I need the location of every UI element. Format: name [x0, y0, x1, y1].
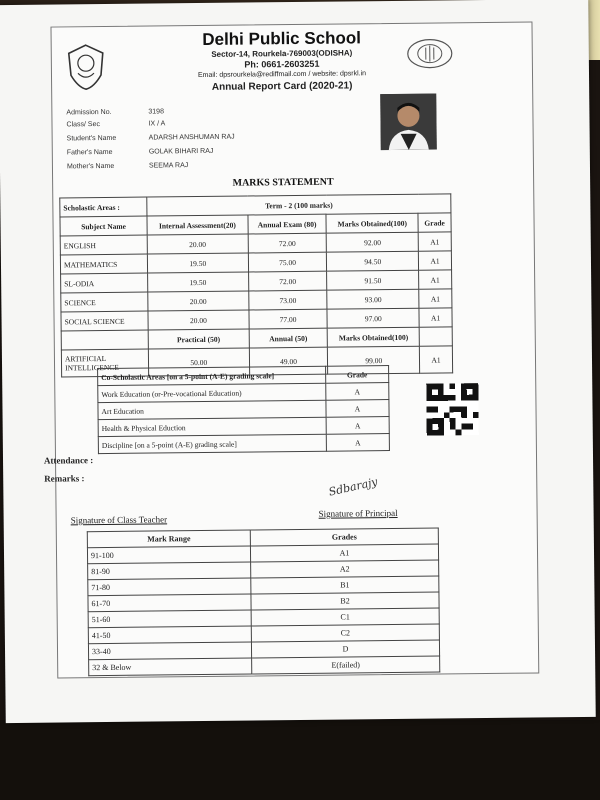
- principal-signature-label: Signature of Principal: [318, 507, 398, 519]
- col-header: Marks Obtained(100): [326, 213, 418, 233]
- internal-marks: 20.00: [148, 310, 249, 330]
- grade: C1: [251, 608, 439, 626]
- student-name-value: ADARSH ANSHUMAN RAJ: [148, 133, 235, 142]
- total-marks: 97.00: [327, 308, 419, 328]
- grade: A1: [418, 232, 451, 251]
- student-photo: [380, 94, 437, 151]
- grade: A1: [418, 251, 451, 270]
- field-label: Class/ Sec: [66, 121, 101, 129]
- col-header: Grade: [326, 366, 389, 384]
- table-row: [89, 656, 440, 676]
- subject-name: MATHEMATICS: [60, 254, 147, 274]
- practical-marks: 50.00: [148, 348, 249, 376]
- subject-name: SOCIAL SCIENCE: [61, 311, 148, 331]
- remarks-label: Remarks :: [44, 473, 85, 484]
- field-label: Mother's Name: [66, 162, 115, 171]
- mark-range: 61-70: [88, 594, 251, 612]
- field-label: Student's Name: [66, 134, 117, 143]
- field-label: Admission No.: [66, 108, 112, 117]
- area-name: Discipline [on a 5-point (A-E) grading scale]: [98, 434, 326, 453]
- student-name-row: [67, 134, 235, 143]
- grade: A1: [419, 308, 452, 327]
- mark-range: 51-60: [88, 610, 251, 628]
- grade: A1: [419, 289, 452, 308]
- total-marks: 93.00: [327, 289, 419, 309]
- subject-name: SL-ODIA: [61, 273, 148, 293]
- total-marks: 92.00: [327, 232, 419, 252]
- report-title: Annual Report Card (2020-21): [211, 80, 353, 93]
- grade: D: [251, 640, 439, 658]
- area-name: Art Education: [98, 400, 326, 419]
- grade: B2: [251, 592, 439, 610]
- attendance-label: Attendance :: [43, 455, 94, 466]
- principal-signature: Sdbarajy: [327, 475, 379, 499]
- area-name: Work Education (or-Pre-vocational Education): [98, 383, 326, 402]
- internal-marks: 19.50: [147, 253, 248, 273]
- annual-marks: 72.00: [248, 233, 327, 253]
- col-header: Marks Obtained(100): [328, 327, 420, 347]
- grade: A1: [419, 346, 452, 373]
- grade: A: [326, 383, 389, 401]
- admission-no-row: [66, 108, 164, 116]
- total-marks: 91.50: [327, 270, 419, 290]
- internal-marks: 20.00: [148, 291, 249, 311]
- term-label: Term - 2 (100 marks): [147, 194, 451, 216]
- empty-cell: [61, 330, 148, 350]
- col-header: Subject Name: [60, 216, 147, 236]
- annual-marks: 72.00: [248, 271, 327, 291]
- grading-scale-table: [87, 528, 440, 677]
- mother-name-value: SEEMA RAJ: [148, 162, 189, 170]
- school-logo-icon: [66, 43, 107, 91]
- grade: A: [326, 400, 389, 418]
- col-header: Mark Range: [87, 530, 250, 548]
- table-row: [98, 434, 389, 454]
- internal-marks: 19.50: [148, 272, 249, 292]
- scholastic-label: Scholastic Areas :: [60, 197, 147, 217]
- annual-marks: 49.00: [249, 347, 328, 375]
- marks-statement-heading: MARKS STATEMENT: [232, 176, 334, 189]
- empty-cell: [419, 327, 452, 346]
- grade: A: [326, 417, 389, 435]
- school-address: Sector-14, Rourkela-769003(ODISHA): [211, 48, 353, 59]
- background-bottom: [0, 720, 600, 800]
- admission-no-value: 3198: [148, 108, 164, 116]
- annual-marks: 75.00: [248, 252, 327, 272]
- total-marks: 99.00: [328, 346, 420, 374]
- father-name-row: [67, 148, 214, 157]
- mark-range: 81-90: [88, 562, 251, 580]
- area-name: Health & Physical Eduction: [98, 417, 326, 436]
- subject-name: SCIENCE: [61, 292, 148, 312]
- school-phone: Ph: 0661-2603251: [244, 58, 320, 70]
- subject-name: ENGLISH: [60, 235, 147, 255]
- col-header: Grade: [418, 213, 451, 232]
- grade: A1: [250, 544, 438, 562]
- mother-name-row: [67, 162, 188, 170]
- board-seal-icon: [404, 31, 457, 82]
- class-sec-row: [66, 120, 165, 128]
- field-label: Father's Name: [66, 148, 113, 157]
- grade: E(failed): [252, 656, 440, 674]
- col-header: Grades: [250, 528, 438, 546]
- total-marks: 94.50: [327, 251, 419, 271]
- school-name: Delhi Public School: [202, 28, 362, 49]
- mark-range: 32 & Below: [89, 658, 252, 676]
- grade: A1: [419, 270, 452, 289]
- class-sec-value: IX / A: [148, 120, 166, 128]
- father-name-value: GOLAK BIHARI RAJ: [148, 147, 214, 156]
- col-header: Co-Scholastic Areas [on a 5-point (A-E) grading scale]: [98, 366, 326, 385]
- mark-range: 41-50: [88, 626, 251, 644]
- grade: A2: [251, 560, 439, 578]
- mark-range: 91-100: [87, 546, 250, 564]
- grade: A: [326, 434, 389, 452]
- col-header: Internal Assessment(20): [147, 215, 248, 235]
- mark-range: 71-80: [88, 578, 251, 596]
- school-email: Email: dpsrourkela@rediffmail.com / website: dpsrkl.in: [197, 70, 367, 80]
- class-teacher-signature-label: Signature of Class Teacher: [70, 514, 168, 526]
- annual-marks: 73.00: [248, 290, 327, 310]
- grade: C2: [251, 624, 439, 642]
- internal-marks: 20.00: [147, 234, 248, 254]
- col-header: Annual Exam (80): [248, 214, 327, 234]
- coscholastic-table: [97, 365, 390, 454]
- mark-range: 33-40: [88, 642, 251, 660]
- marks-table: [59, 193, 453, 377]
- report-card-sheet: [43, 22, 539, 679]
- col-header: Annual (50): [249, 328, 328, 348]
- grade: B1: [251, 576, 439, 594]
- col-header: Practical (50): [148, 329, 249, 349]
- subject-name: ARTIFICIAL INTELLIGENCE: [61, 349, 148, 377]
- annual-marks: 77.00: [249, 309, 328, 329]
- qr-code-icon: [425, 383, 480, 436]
